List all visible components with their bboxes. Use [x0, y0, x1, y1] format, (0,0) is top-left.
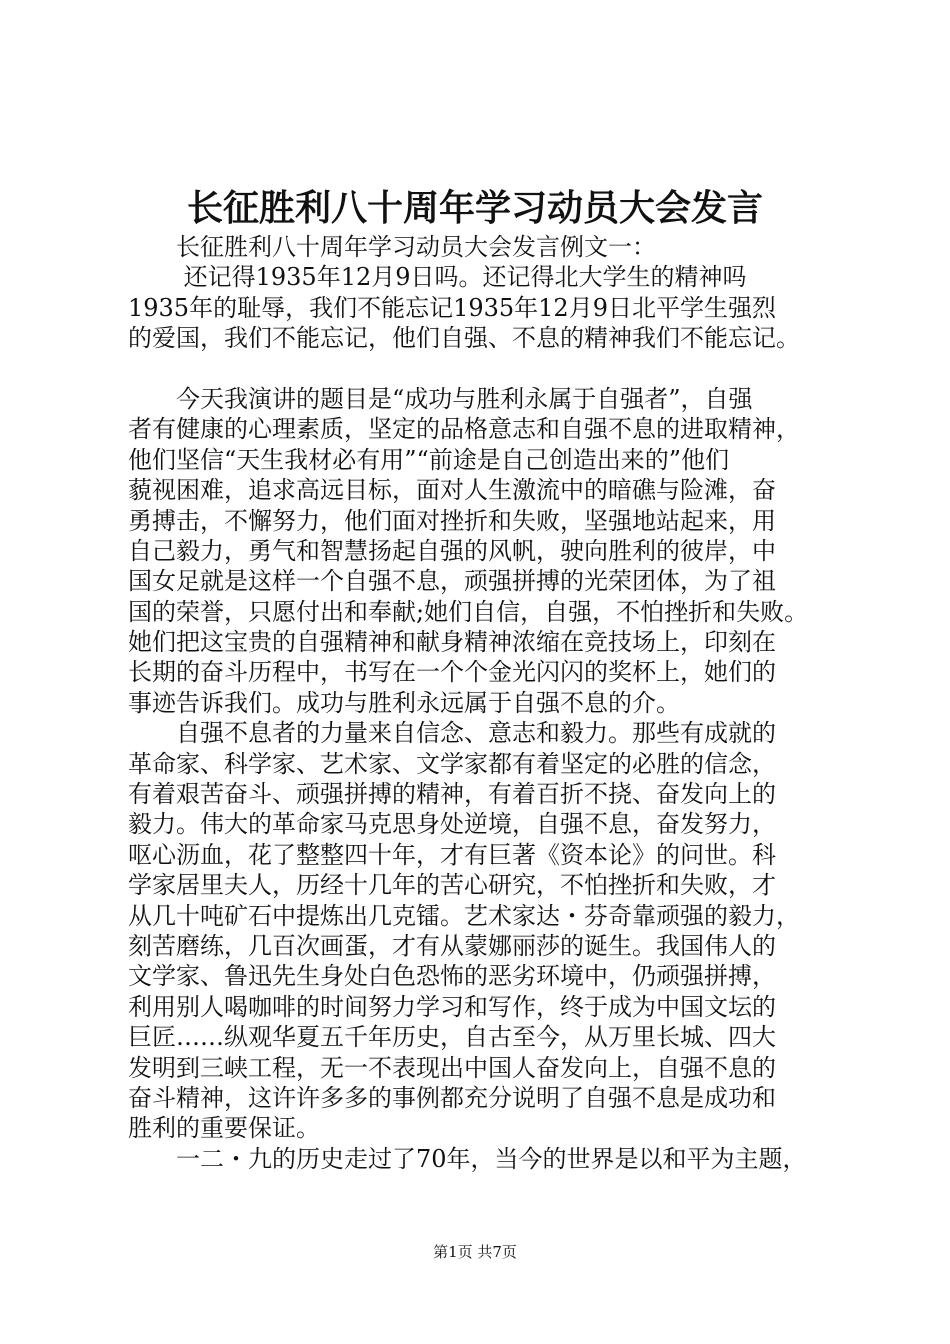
body-line: 还记得1935年12月9日吗。还记得北大学生的精神吗	[128, 263, 747, 292]
body-line: 奋斗精神，这许许多多的事例都充分说明了自强不息是成功和	[128, 1083, 776, 1112]
body-line: 她们把这宝贵的自强精神和献身精神浓缩在竞技场上，印刻在	[128, 628, 776, 657]
body-line: 长征胜利八十周年学习动员大会发言例文一：	[128, 233, 656, 261]
body-line: 胜利的重要保证。	[128, 1114, 320, 1143]
body-line: 者有健康的心理素质，坚定的品格意志和自强不息的进取精神，	[128, 415, 800, 444]
body-line: 毅力。伟大的革命家马克思身处逆境，自强不息，奋发努力，	[128, 810, 776, 839]
body-line: 1935年的耻辱，我们不能忘记1935年12月9日北平学生强烈	[128, 293, 776, 322]
document-title: 长征胜利八十周年学习动员大会发言	[186, 187, 763, 229]
body-line: 国女足就是这样一个自强不息，顽强拼搏的光荣团体，为了祖	[128, 567, 776, 596]
body-line: 长期的奋斗历程中，书写在一个个金光闪闪的奖杯上，她们的	[128, 658, 776, 687]
body-line: 革命家、科学家、艺术家、文学家都有着坚定的必胜的信念，	[128, 749, 776, 778]
body-line: 勇搏击，不懈努力，他们面对挫折和失败，坚强地站起来，用	[128, 506, 776, 535]
page-footer: 第1页 共7页	[433, 1243, 517, 1261]
body-line: 发明到三峡工程，无一不表现出中国人奋发向上，自强不息的	[128, 1053, 776, 1082]
body-line: 今天我演讲的题目是“成功与胜利永属于自强者”，自强	[128, 384, 753, 413]
body-line: 国的荣誉，只愿付出和奉献;她们自信，自强，不怕挫折和失败。	[128, 597, 809, 626]
body-line: 巨匠……纵观华夏五千年历史，自古至今，从万里长城、四大	[128, 1023, 776, 1052]
body-line: 藐视困难，追求高远目标，面对人生激流中的暗礁与险滩，奋	[128, 476, 776, 505]
body-line: 一二・九的历史走过了70年，当今的世界是以和平为主题，	[128, 1144, 807, 1173]
body-line: 自强不息者的力量来自信念、意志和毅力。那些有成就的	[128, 719, 776, 748]
body-line: 从几十吨矿石中提炼出几克镭。艺术家达・芬奇靠顽强的毅力，	[128, 901, 800, 930]
body-line: 利用别人喝咖啡的时间努力学习和写作，终于成为中国文坛的	[128, 992, 776, 1021]
body-line: 刻苦磨练，几百次画蛋，才有从蒙娜丽莎的诞生。我国伟人的	[128, 931, 776, 960]
body-line: 的爱国，我们不能忘记，他们自强、不息的精神我们不能忘记。	[128, 324, 800, 353]
body-line: 事迹告诉我们。成功与胜利永远属于自强不息的介。	[128, 688, 680, 717]
body-line: 有着艰苦奋斗、顽强拼搏的精神，有着百折不挠、奋发向上的	[128, 780, 776, 809]
document-body	[128, 232, 838, 1174]
body-line: 他们坚信“天生我材必有用”“前途是自己创造出来的”他们	[128, 445, 730, 474]
body-line: 呕心沥血，花了整整四十年，才有巨著《资本论》的问世。科	[128, 840, 776, 869]
blank-line	[128, 354, 838, 384]
body-line: 学家居里夫人，历经十几年的苦心研究，不怕挫折和失败，才	[128, 871, 776, 900]
body-line: 自己毅力，勇气和智慧扬起自强的风帆，驶向胜利的彼岸，中	[128, 536, 776, 565]
body-line: 文学家、鲁迅先生身处白色恐怖的恶劣环境中，仍顽强拼搏，	[128, 962, 776, 991]
